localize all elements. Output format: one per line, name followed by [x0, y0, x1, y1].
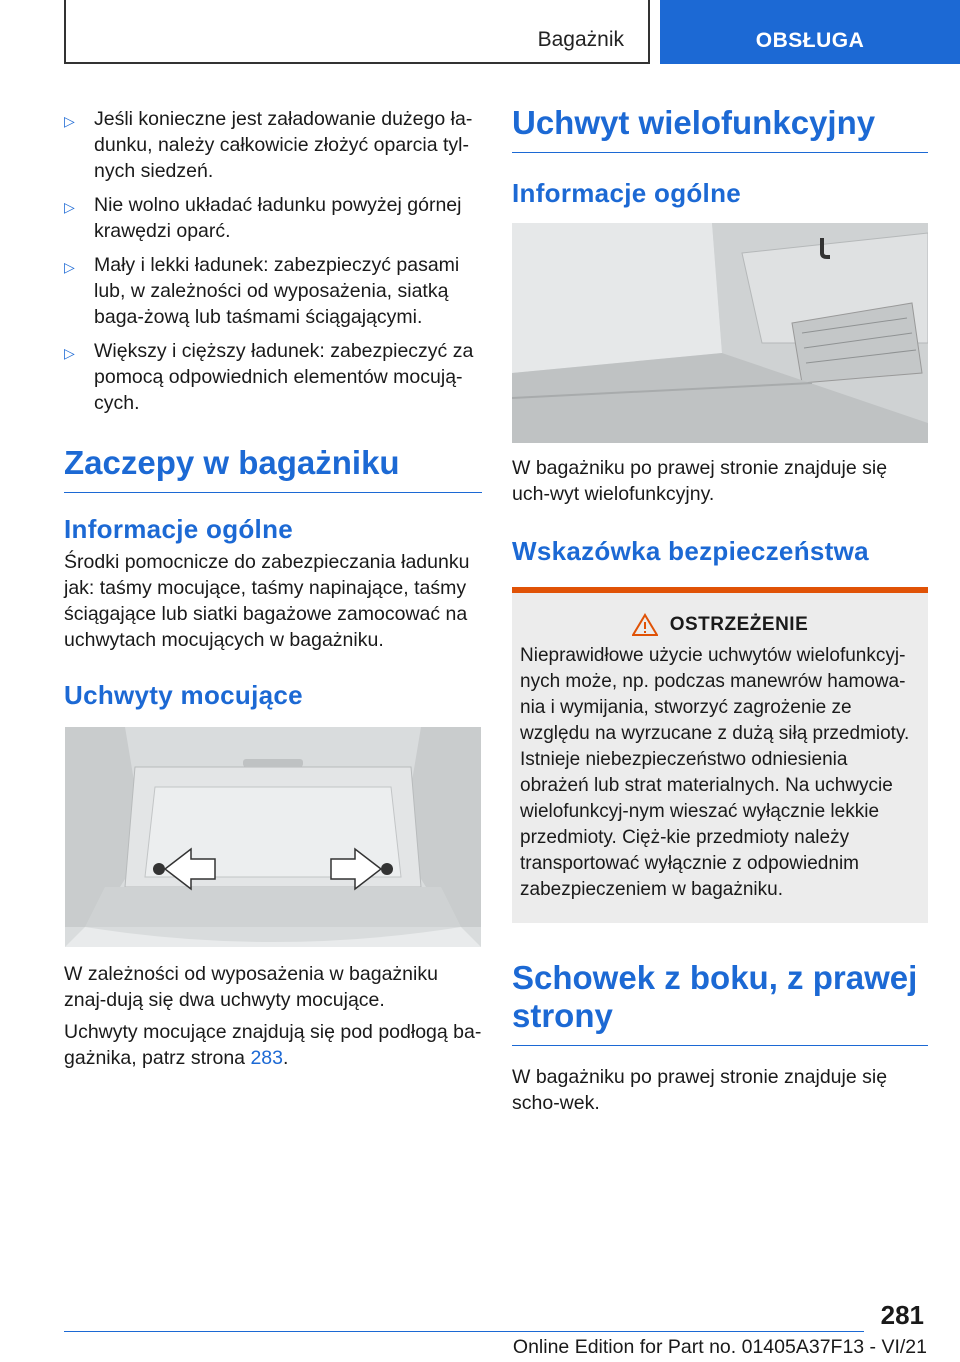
- list-item: ▷ Mały i lekki ładunek: zabezpieczyć pasami lub, w zależności od wyposażenia, siatką baga-żową lub taśmami ściągającymi.: [64, 254, 460, 328]
- triangle-bullet-icon: ▷: [64, 199, 75, 215]
- trunk-hooks-photo: [64, 727, 482, 947]
- warning-triangle-icon: [632, 613, 658, 637]
- heading-tie-downs: Zaczepy w bagażniku: [64, 444, 482, 493]
- heading-general-info-right: Informacje ogólne: [512, 178, 742, 208]
- warning-text: Nieprawidłowe użycie uchwytów wielofunkcyj-nych może, np. podczas manewrów hamowa-nia i wymijania, stworzyć zagrożenie ze względu na wyrzucane z dużą siłą przedmioty. Istnieje niebezpieczeństwo odniesienia obrażeń lub strat materialnych. Na uchwycie wielofunkcyj-nym wieszać wyłącznie lekkie przedmioty. Cięż-kie przedmioty należy transportować wyłącznie z odpowiednim zabezpieczeniem w bagażniku.: [520, 645, 910, 900]
- warning-title: OSTRZEŻENIE: [669, 614, 809, 635]
- paragraph-hooks-1: W zależności od wyposażenia w bagażniku znaj-dują się dwa uchwyty mocujące.: [64, 963, 438, 1011]
- section-title: Bagażnik: [537, 28, 624, 51]
- warning-box: [512, 587, 928, 923]
- paragraph-general-info: Środki pomocnicze do zabezpieczania ładunku jak: taśmy mocujące, taśmy napinające, taśmy ściągające lub siatki bagażowe zamocować na uchwytach mocujących w bagażniku.: [64, 551, 470, 651]
- left-column: [64, 100, 482, 1071]
- paragraph-hooks-2: Uchwyty mocujące znajdują się pod podłogą ba-gażnika, patrz strona 283.: [64, 1021, 482, 1069]
- footer-divider: [64, 1331, 864, 1332]
- list-item: ▷ Jeśli konieczne jest załadowanie dużego ła-dunku, należy całkowicie złożyć oparcia tyl-nych siedzeń.: [64, 108, 473, 182]
- triangle-bullet-icon: ▷: [64, 113, 75, 129]
- heading-side-storage: Schowek z boku, z prawej strony: [512, 959, 928, 1046]
- chapter-tab[interactable]: OBSŁUGA: [660, 0, 960, 64]
- list-item: ▷ Nie wolno układać ładunku powyżej górnej krawędzi oparć.: [64, 194, 462, 242]
- multifunction-hook-photo: [512, 223, 928, 443]
- list-item: ▷ Większy i cięższy ładunek: zabezpieczyć za pomocą odpowiednich elementów mocują-cych.: [64, 340, 474, 414]
- triangle-bullet-icon: ▷: [64, 259, 75, 275]
- heading-tie-down-hooks: Uchwyty mocujące: [64, 680, 303, 710]
- paragraph-multifunction: W bagażniku po prawej stronie znajduje się uch-wyt wielofunkcyjny.: [512, 457, 888, 505]
- page-link[interactable]: 283: [250, 1047, 283, 1069]
- paragraph-side-storage: W bagażniku po prawej stronie znajduje się scho-wek.: [512, 1066, 888, 1114]
- heading-safety-note: Wskazówka bezpieczeństwa: [512, 536, 869, 566]
- edition-note: Online Edition for Part no. 01405A37F13 - VI/21: [512, 1336, 927, 1358]
- triangle-bullet-icon: ▷: [64, 345, 75, 361]
- heading-multifunction-hook: Uchwyt wielofunkcyjny: [512, 104, 928, 153]
- heading-general-info: Informacje ogólne: [64, 514, 294, 544]
- page-number: 281: [880, 1300, 924, 1330]
- right-column: [512, 100, 928, 1116]
- warning-header: [520, 613, 920, 637]
- loading-tips-list: [64, 106, 482, 416]
